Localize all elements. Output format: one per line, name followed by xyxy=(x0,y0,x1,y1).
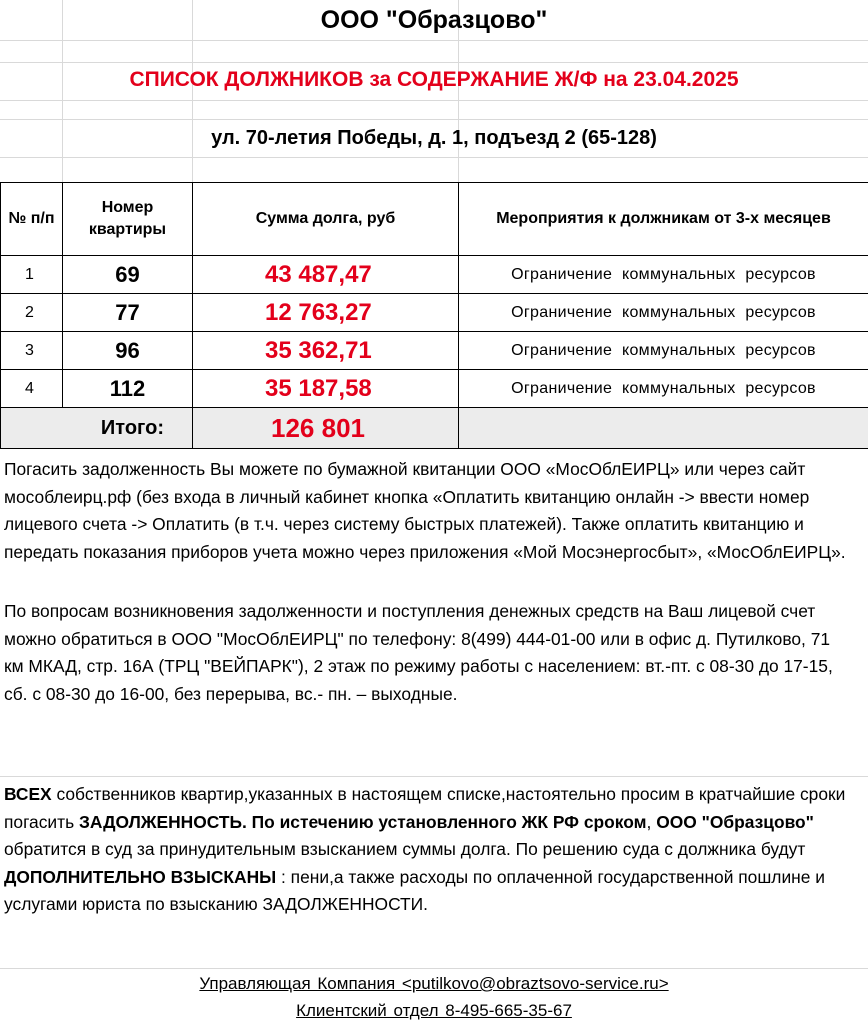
row-debt: 35 187,58 xyxy=(193,370,459,408)
table-header-row xyxy=(1,183,868,256)
gridline xyxy=(0,968,868,969)
header-debt: Сумма долга, руб xyxy=(193,183,459,256)
table-row xyxy=(1,370,868,408)
appeal-text xyxy=(4,781,860,919)
row-apartment: 77 xyxy=(63,294,193,332)
total-label: Итого: xyxy=(1,408,193,449)
appeal-part: : пени,а также расходы по оплаченной государственной пошлине и услугами юриста по взысканию ЗАДОЛЖЕННОСТИ. xyxy=(4,866,825,914)
total-value: 126 801 xyxy=(193,408,459,449)
appeal-bold: ООО "Образцово" xyxy=(656,811,814,832)
row-apartment: 69 xyxy=(63,256,193,294)
management-company-email[interactable]: Управляющая Компания <putilkovo@obraztsovo-service.ru> xyxy=(199,974,669,993)
total-row xyxy=(1,408,868,449)
header-apartment-text: Номер квартиры xyxy=(88,199,167,238)
appeal-part: обратится в суд за принудительным взысканием суммы долга. По решению суда с должника будут xyxy=(4,839,806,859)
payment-info: Погасить задолженность Вы можете по бумажной квитанции ООО «МосОблЕИРЦ» или через сайт мособлеирц.рф (без входа в личный кабинет кнопка «Оплатить квитанцию онлайн -> ввести номер лицевого счета -> Оплатить (в т.ч. через систему быстрых платежей). Также оплатить квитанцию и передать показания приборов учета можно через приложения «Мой Мосэнергосбыт», «МосОблЕИРЦ». xyxy=(4,459,846,562)
row-debt: 43 487,47 xyxy=(193,256,459,294)
row-number: 3 xyxy=(1,332,63,370)
total-empty-cell xyxy=(459,408,868,449)
appeal-bold: ДОПОЛНИТЕЛЬНО ВЗЫСКАНЫ xyxy=(4,866,277,887)
appeal-part: , xyxy=(646,811,657,832)
row-apartment: 96 xyxy=(63,332,193,370)
company-title: ООО "Образцово" xyxy=(320,6,548,34)
gridline xyxy=(0,119,868,120)
row-action: Ограничение коммунальных ресурсов xyxy=(459,332,868,370)
row-action: Ограничение коммунальных ресурсов xyxy=(459,294,868,332)
gridline xyxy=(0,40,868,41)
table-row xyxy=(1,332,868,370)
row-debt: 35 362,71 xyxy=(193,332,459,370)
contact-info: По вопросам возникновения задолженности и поступления денежных средств на Ваш лицевой счет можно обратиться в ООО "МосОблЕИРЦ" по телефону: 8(499) 444-01-00 или в офис д. Путилково, 71 км МКАД, стр. 16А (ТРЦ "ВЕЙПАРК"), 2 этаж по режиму работы с населением: вт.-пт. с 08-30 до 17-15, сб. с 08-30 до 16-00, без перерыва, вс.- пн. – выходные. xyxy=(4,601,833,704)
header-action: Мероприятия к должникам от 3-х месяцев xyxy=(459,183,868,256)
row-number: 2 xyxy=(1,294,63,332)
row-number: 4 xyxy=(1,370,63,408)
appeal-bold: ЗАДОЛЖЕННОСТЬ. По истечению установленного ЖК РФ сроком xyxy=(79,811,647,832)
row-number: 1 xyxy=(1,256,63,294)
address: ул. 70-летия Победы, д. 1, подъезд 2 (65-128) xyxy=(211,127,657,149)
header-number: № п/п xyxy=(1,183,63,256)
appeal-part: собственников квартир,указанных в настоящем списке,настоятельно просим в кратчайшие сроки погасить xyxy=(4,784,846,832)
gridline xyxy=(0,100,868,101)
row-debt: 12 763,27 xyxy=(193,294,459,332)
appeal-bold: ВСЕХ xyxy=(4,784,52,804)
gridline xyxy=(0,62,868,63)
header-apartment xyxy=(63,183,193,256)
table-row xyxy=(1,294,868,332)
row-action: Ограничение коммунальных ресурсов xyxy=(459,370,868,408)
client-department-phone[interactable]: Клиентский отдел 8-495-665-35-67 xyxy=(296,1001,572,1020)
table-row xyxy=(1,256,868,294)
row-action: Ограничение коммунальных ресурсов xyxy=(459,256,868,294)
debtor-list-title: СПИСОК ДОЛЖНИКОВ за СОДЕРЖАНИЕ Ж/Ф на 23.04.2025 xyxy=(129,68,739,91)
gridline xyxy=(0,157,868,158)
gridline xyxy=(0,776,868,777)
debtors-table xyxy=(0,182,868,449)
row-apartment: 112 xyxy=(63,370,193,408)
